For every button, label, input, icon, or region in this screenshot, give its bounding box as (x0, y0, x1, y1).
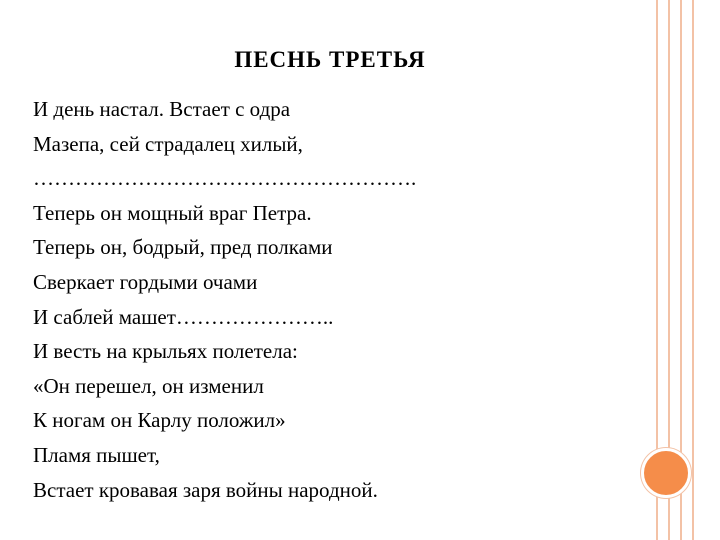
poem-line: Теперь он, бодрый, пред полками (33, 235, 333, 260)
poem-line: Мазепа, сей страдалец хилый, (33, 131, 303, 156)
slide-title: ПЕСНЬ ТРЕТЬЯ (234, 47, 426, 72)
poem-line: И день настал. Встает с одра (33, 97, 291, 121)
rail-line (692, 0, 694, 540)
poem-line: Встает кровавая заря войны народной. (33, 477, 378, 502)
poem-line: ………………………………………………. (33, 166, 417, 191)
poem-line: Теперь он мощный враг Петра. (33, 200, 312, 225)
poem-line: «Он перешел, он изменил (33, 373, 264, 398)
poem-line: И саблей машет………………….. (33, 304, 334, 329)
poem-line: К ногам он Карлу положил» (33, 408, 286, 433)
poem-line: Пламя пышет, (33, 442, 160, 467)
poem-line: И весть на крыльях полетела: (33, 339, 298, 364)
poem-line: Сверкает гордыми очами (33, 269, 258, 294)
decorative-circle (641, 448, 691, 498)
poem-text (33, 92, 416, 507)
